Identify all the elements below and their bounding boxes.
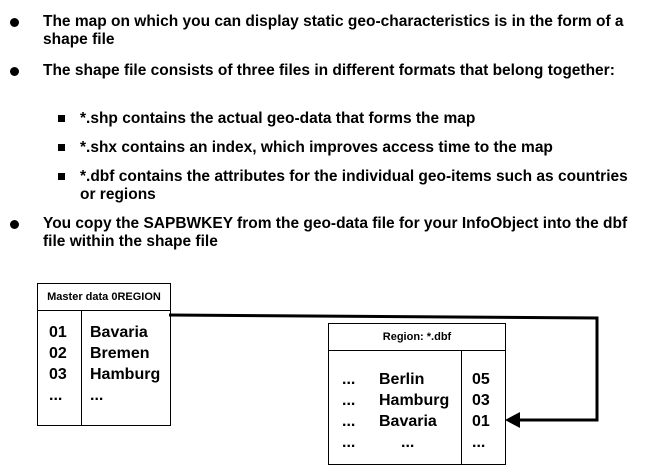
master-data-table-title: Master data 0REGION [38, 284, 170, 311]
region-prefix-cell: ... [342, 371, 356, 388]
arrow-head-icon [505, 412, 520, 428]
region-prefix-cell: ... [342, 392, 356, 409]
region-name-cell: ... [401, 434, 415, 451]
master-name-cell: ... [90, 387, 104, 404]
region-prefix-cell: ... [342, 413, 356, 430]
sub-bullet-text: *.shx contains an index, which improves access time to the map [80, 139, 553, 156]
master-key-cell: 02 [49, 345, 67, 362]
region-name-cell: Berlin [379, 371, 425, 388]
region-dbf-table-title: Region: *.dbf [329, 324, 505, 351]
bullet-text: The shape file consists of three files in different formats that belong together: [43, 62, 615, 79]
region-name-cell: Hamburg [379, 392, 450, 409]
master-key-cell: 03 [49, 366, 67, 383]
connector-line [169, 315, 597, 420]
bullet-text: The map on which you can display static geo-characteristics is in the form of a shape file [43, 13, 624, 48]
region-key-cell: 03 [472, 392, 490, 409]
master-key-cell: ... [49, 387, 63, 404]
master-name-cell: Bremen [90, 345, 150, 362]
region-name-cell: Bavaria [379, 413, 437, 430]
bullet-text: You copy the SAPBWKEY from the geo-data file for your InfoObject into the dbf file within the shape file [43, 215, 628, 250]
sub-bullet-text: *.dbf contains the attributes for the individual geo-items such as countries or regions [80, 168, 628, 203]
region-key-cell: 05 [472, 371, 490, 388]
master-key-cell: 01 [49, 324, 67, 341]
sub-bullet-text: *.shp contains the actual geo-data that forms the map [80, 110, 476, 127]
region-key-cell: ... [472, 434, 486, 451]
master-name-cell: Hamburg [90, 366, 161, 383]
region-key-cell: 01 [472, 413, 490, 430]
region-prefix-cell: ... [342, 434, 356, 451]
master-name-cell: Bavaria [90, 324, 148, 341]
